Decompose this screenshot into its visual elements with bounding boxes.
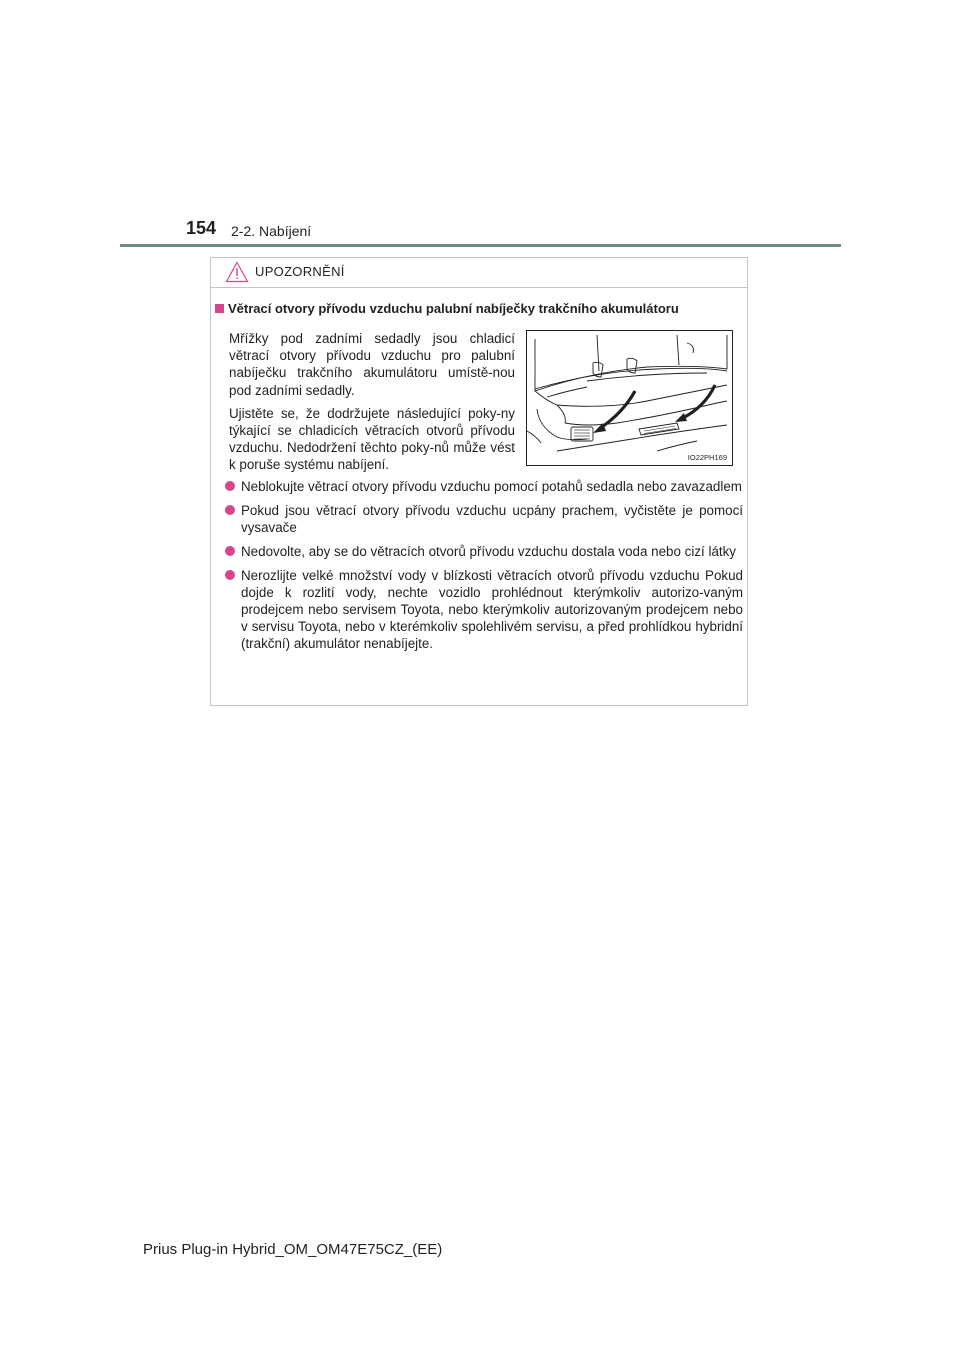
bullet-icon bbox=[225, 505, 235, 515]
caution-bullet-list bbox=[225, 478, 743, 659]
subheading-text: Větrací otvory přívodu vzduchu palubní nabíječky trakčního akumulátoru bbox=[228, 301, 679, 316]
header-divider bbox=[120, 244, 841, 247]
square-bullet-icon bbox=[215, 304, 224, 313]
caution-header bbox=[211, 258, 747, 288]
bullet-icon bbox=[225, 570, 235, 580]
intro-paragraph-1: Mřížky pod zadními sedadly jsou chladicí větrací otvory přívodu vzduchu pro palubní nabíječku trakčního akumulátoru umístě-nou pod zadními sedadly. bbox=[229, 331, 515, 398]
rear-seat-illustration bbox=[526, 330, 733, 466]
caution-title: UPOZORNĚNÍ bbox=[255, 264, 345, 279]
bullet-icon bbox=[225, 546, 235, 556]
list-item: Neblokujte větrací otvory přívodu vzduchu pomocí potahů sedadla nebo zavazadlem bbox=[225, 478, 743, 495]
document-footer: Prius Plug-in Hybrid_OM_OM47E75CZ_(EE) bbox=[143, 1241, 443, 1258]
caution-box bbox=[210, 257, 748, 706]
list-item: Pokud jsou větrací otvory přívodu vzduchu ucpány prachem, vyčistěte je pomocí vysavače bbox=[225, 502, 743, 536]
list-item: Nerozlijte velké množství vody v blízkosti větracích otvorů přívodu vzduchu Pokud dojde k rozlití vody, nechte vozidlo prohlédnout kterýmkoliv autorizo-vaným prodejcem nebo servisem Toyota, nebo kterýmkoliv autorizovaným prodejcem nebo v servisu Toyota, nebo v kterémkoliv spolehlivém servisu, a před prohlídkou hybridní (trakční) akumulátor nenabíjejte. bbox=[225, 567, 743, 652]
rear-seat-vents-illustration bbox=[527, 331, 732, 465]
bullet-icon bbox=[225, 481, 235, 491]
section-title: 2-2. Nabíjení bbox=[231, 223, 312, 239]
page-number: 154 bbox=[186, 218, 217, 238]
intro-paragraph-2: Ujistěte se, že dodržujete následující poky-ny týkající se chladicích větracích otvorů přívodu vzduchu. Nedodržení těchto poky-nů může vést k poruše systému nabíjení. bbox=[229, 405, 515, 473]
subheading bbox=[215, 301, 679, 316]
figure-code: IO22PH169 bbox=[687, 453, 727, 462]
intro-text bbox=[229, 330, 515, 480]
warning-triangle-icon bbox=[225, 261, 249, 283]
list-item: Nedovolte, aby se do větracích otvorů přívodu vzduchu dostala voda nebo cizí látky bbox=[225, 543, 743, 560]
